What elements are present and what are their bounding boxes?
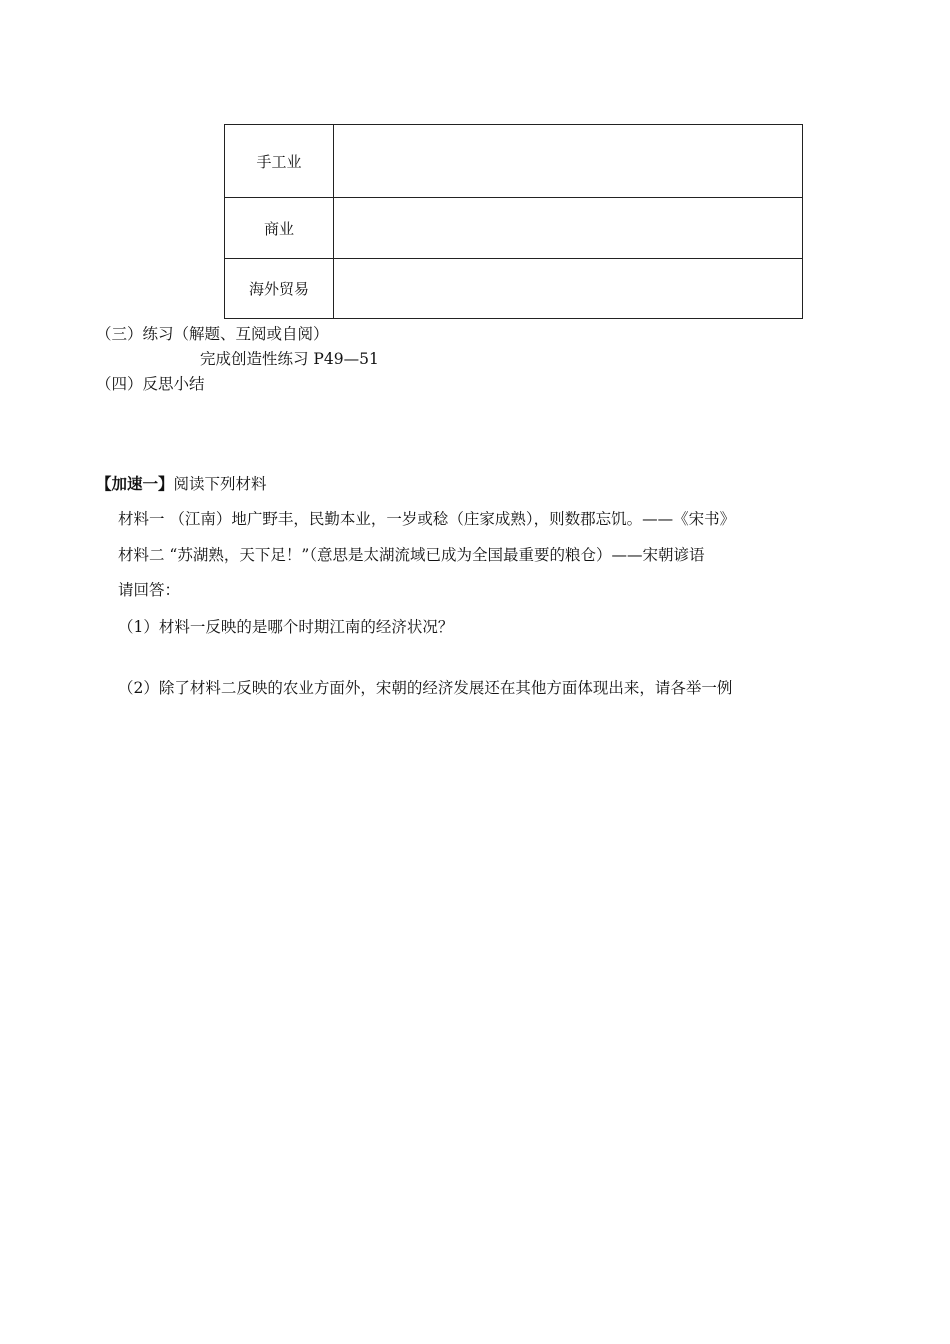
accelerate-title: 【加速一】 [96,475,174,493]
row-label-commerce: 商业 [225,198,334,259]
answer-cell-overseas-trade[interactable] [334,259,803,319]
row-label-handicraft: 手工业 [225,125,334,198]
accelerate-heading [96,474,267,494]
table-row [225,259,803,319]
question-one: （1）材料一反映的是哪个时期江南的经济状况？ [118,618,454,636]
material-one: 材料一 （江南）地广野丰，民勤本业，一岁或稔（庄家成熟），则数郡忘饥。——《宋书》 [118,510,736,528]
table-row [225,198,803,259]
reflection-heading: （四）反思小结 [96,375,205,393]
row-label-overseas-trade: 海外贸易 [225,259,334,319]
answer-prompt: 请回答： [118,581,181,599]
accelerate-intro: 阅读下列材料 [173,475,267,493]
question-two: （2）除了材料二反映的农业方面外，宋朝的经济发展还在其他方面体现出来，请各举一例 [118,679,733,697]
economy-table [224,124,803,319]
practice-heading: （三）练习（解题、互阅或自阅） [96,325,329,343]
answer-cell-commerce[interactable] [334,198,803,259]
practice-task: 完成创造性练习 P49—51 [200,350,379,368]
answer-cell-handicraft[interactable] [334,125,803,198]
table-row [225,125,803,198]
material-two: 材料二 “苏湖熟，天下足！”（意思是太湖流域已成为全国最重要的粮仓）——宋朝谚语 [118,546,705,564]
